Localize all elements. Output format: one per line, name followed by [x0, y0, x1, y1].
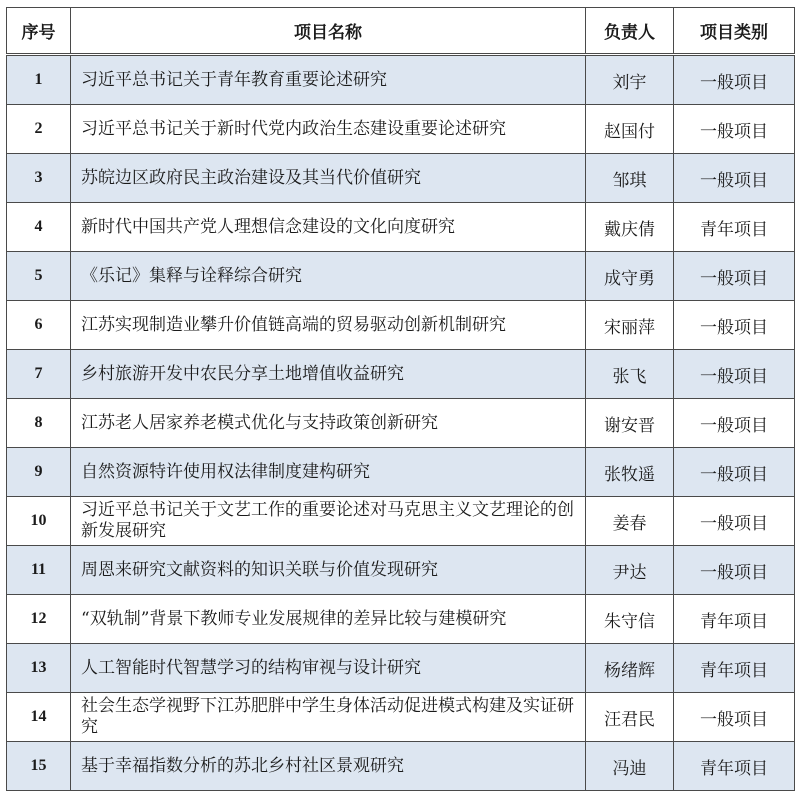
- row-name: 自然资源特许使用权法律制度建构研究: [71, 448, 586, 497]
- row-person: 宋丽萍: [586, 301, 674, 350]
- table-row: [7, 154, 795, 203]
- row-person: 杨绪辉: [586, 644, 674, 693]
- row-num: 3: [7, 154, 71, 203]
- row-person: 尹达: [586, 546, 674, 595]
- row-num: 12: [7, 595, 71, 644]
- table-row: [7, 55, 795, 105]
- row-category: 一般项目: [674, 301, 795, 350]
- table-row: [7, 105, 795, 154]
- row-category: 一般项目: [674, 350, 795, 399]
- table-row: [7, 742, 795, 791]
- row-category: 青年项目: [674, 644, 795, 693]
- row-category: 一般项目: [674, 154, 795, 203]
- row-name: 社会生态学视野下江苏肥胖中学生身体活动促进模式构建及实证研究: [71, 693, 586, 742]
- header-num: 序号: [7, 8, 71, 55]
- row-person: 成守勇: [586, 252, 674, 301]
- row-num: 14: [7, 693, 71, 742]
- row-person: 姜春: [586, 497, 674, 546]
- table-row: [7, 644, 795, 693]
- row-name: “双轨制”背景下教师专业发展规律的差异比较与建模研究: [71, 595, 586, 644]
- row-num: 10: [7, 497, 71, 546]
- row-num: 8: [7, 399, 71, 448]
- row-name: 江苏实现制造业攀升价值链高端的贸易驱动创新机制研究: [71, 301, 586, 350]
- row-person: 戴庆倩: [586, 203, 674, 252]
- row-category: 青年项目: [674, 595, 795, 644]
- table-row: [7, 448, 795, 497]
- table-row: [7, 595, 795, 644]
- row-name: 新时代中国共产党人理想信念建设的文化向度研究: [71, 203, 586, 252]
- row-name: 《乐记》集释与诠释综合研究: [71, 252, 586, 301]
- row-person: 张飞: [586, 350, 674, 399]
- header-category: 项目类别: [674, 8, 795, 55]
- table-row: [7, 546, 795, 595]
- table-row: [7, 203, 795, 252]
- header-name: 项目名称: [71, 8, 586, 55]
- table-row: [7, 301, 795, 350]
- row-category: 青年项目: [674, 203, 795, 252]
- row-category: 一般项目: [674, 546, 795, 595]
- row-person: 汪君民: [586, 693, 674, 742]
- row-person: 赵国付: [586, 105, 674, 154]
- row-num: 2: [7, 105, 71, 154]
- row-category: 青年项目: [674, 742, 795, 791]
- row-num: 1: [7, 55, 71, 105]
- row-name: 江苏老人居家养老模式优化与支持政策创新研究: [71, 399, 586, 448]
- row-name: 习近平总书记关于文艺工作的重要论述对马克思主义文艺理论的创新发展研究: [71, 497, 586, 546]
- row-category: 一般项目: [674, 399, 795, 448]
- projects-table: [6, 7, 795, 791]
- row-name: 乡村旅游开发中农民分享土地增值收益研究: [71, 350, 586, 399]
- row-category: 一般项目: [674, 105, 795, 154]
- row-name: 基于幸福指数分析的苏北乡村社区景观研究: [71, 742, 586, 791]
- row-person: 朱守信: [586, 595, 674, 644]
- row-category: 一般项目: [674, 693, 795, 742]
- row-num: 7: [7, 350, 71, 399]
- row-name: 周恩来研究文献资料的知识关联与价值发现研究: [71, 546, 586, 595]
- row-num: 13: [7, 644, 71, 693]
- row-name: 习近平总书记关于新时代党内政治生态建设重要论述研究: [71, 105, 586, 154]
- table-row: [7, 252, 795, 301]
- table-row: [7, 693, 795, 742]
- row-num: 4: [7, 203, 71, 252]
- row-num: 15: [7, 742, 71, 791]
- row-num: 9: [7, 448, 71, 497]
- table-row: [7, 350, 795, 399]
- row-person: 冯迪: [586, 742, 674, 791]
- header-person: 负责人: [586, 8, 674, 55]
- table-row: [7, 399, 795, 448]
- row-person: 谢安晋: [586, 399, 674, 448]
- row-person: 邹琪: [586, 154, 674, 203]
- row-num: 11: [7, 546, 71, 595]
- row-name: 习近平总书记关于青年教育重要论述研究: [71, 55, 586, 105]
- row-category: 一般项目: [674, 497, 795, 546]
- row-category: 一般项目: [674, 252, 795, 301]
- row-num: 6: [7, 301, 71, 350]
- row-category: 一般项目: [674, 448, 795, 497]
- row-num: 5: [7, 252, 71, 301]
- row-person: 刘宇: [586, 55, 674, 105]
- table-row: [7, 497, 795, 546]
- row-category: 一般项目: [674, 55, 795, 105]
- row-name: 人工智能时代智慧学习的结构审视与设计研究: [71, 644, 586, 693]
- row-person: 张牧遥: [586, 448, 674, 497]
- row-name: 苏皖边区政府民主政治建设及其当代价值研究: [71, 154, 586, 203]
- header-row: [7, 8, 795, 55]
